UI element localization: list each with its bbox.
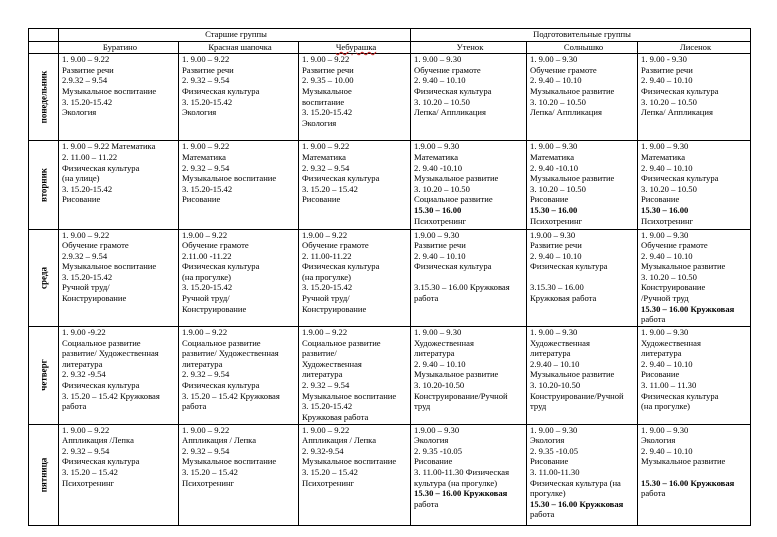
schedule-line: 3. 11.00-11.30 — [530, 467, 580, 478]
schedule-line: 3. 15.20 – 15.42 — [302, 467, 358, 478]
schedule-line: 3. 15.20 – 15.42 Кружковая — [182, 390, 280, 401]
schedule-line: Физическая культура — [641, 173, 719, 184]
schedule-line: Художественная — [530, 337, 590, 348]
cell-wed-4 — [527, 229, 638, 327]
schedule-line: 2.9.32 – 9.54 — [62, 75, 108, 86]
schedule-line: 2. 9.32 – 9.54 — [182, 445, 230, 456]
schedule-line: работа — [641, 314, 666, 325]
cell-thu-2 — [299, 327, 411, 425]
schedule-line: Ручной труд/ — [182, 293, 230, 304]
schedule-line: Физическая культура — [62, 380, 140, 391]
schedule-line: труд — [414, 401, 431, 412]
schedule-line: 2. 9.40 – 10.10 — [641, 445, 693, 456]
schedule-line: Рисование — [62, 194, 101, 205]
schedule-line: Лепка/ Аппликация — [530, 107, 602, 118]
schedule-line: Физическая культура — [641, 86, 719, 97]
schedule-line: 1. 9.00 – 9.22 Математика — [62, 141, 156, 152]
schedule-line: 1.9.00 – 9.30 — [414, 141, 460, 152]
schedule-line: Психотренинг — [414, 215, 467, 226]
schedule-line: Конструирование — [182, 303, 247, 314]
schedule-line: Рисование — [641, 194, 680, 205]
schedule-line: 1. 9.00 – 9.30 — [530, 141, 578, 152]
schedule-line: Музыкальное воспитание — [182, 456, 277, 467]
col-buratino: Буратино — [59, 42, 179, 54]
schedule-line: Физическая культура (на — [530, 477, 621, 488]
schedule-line: Физическая культура — [302, 261, 380, 272]
schedule-line: Математика — [530, 151, 575, 162]
cell-wed-1 — [179, 229, 299, 327]
cell-tue-2 — [299, 141, 411, 229]
cell-tue-3 — [411, 141, 527, 229]
schedule-line: Рисование — [530, 194, 569, 205]
schedule-line: работа — [62, 401, 87, 412]
schedule-line: 2. 9.32 – 9.54 — [182, 75, 230, 86]
corner-cell-2 — [29, 42, 59, 54]
schedule-line: 3. 10.20 – 10.50 — [641, 271, 697, 282]
schedule-line: прогулке) — [530, 488, 566, 499]
schedule-line: Рисование — [182, 194, 221, 205]
schedule-line: 2. 9.32 – 9.54 — [62, 445, 110, 456]
schedule-line: работа — [182, 401, 207, 412]
schedule-line: 15.30 – 16.00 Кружковая — [530, 498, 624, 509]
schedule-line: 15.30 – 16.00 — [641, 204, 689, 215]
schedule-line: 3. 10.20 – 10.50 — [641, 183, 697, 194]
schedule-line: (на прогулке) — [302, 271, 351, 282]
schedule-line: Социальное развитие — [302, 337, 381, 348]
schedule-line: 1. 9.00 – 9.30 — [641, 327, 689, 338]
corner-cell — [29, 29, 59, 42]
cell-wed-0 — [59, 229, 179, 327]
schedule-line: Математика — [414, 151, 459, 162]
schedule-line: Рисование — [641, 369, 680, 380]
schedule-line: Лепка/ Аппликация — [641, 107, 713, 118]
schedule-line: 3. 11.00-11.30 Физическая — [414, 467, 510, 478]
schedule-line: 2. 9.32-9.54 — [302, 445, 344, 456]
schedule-line: Физическая культура — [62, 456, 140, 467]
schedule-line: (на улице) — [62, 173, 100, 184]
cell-wed-5 — [638, 229, 751, 327]
schedule-line: Конструирование/Ручной — [530, 390, 624, 401]
schedule-line: литература — [302, 369, 343, 380]
schedule-line: 1.9.00 – 9.30 — [530, 229, 576, 240]
cell-fri-5 — [638, 424, 751, 525]
schedule-line: 1. 9.00 – 9.30 — [530, 327, 578, 338]
schedule-line: литература — [182, 358, 223, 369]
schedule-line: 3. 10.20 – 10.50 — [414, 183, 470, 194]
schedule-line: 3.15.30 – 16.00 Кружковая — [414, 282, 510, 293]
schedule-line: культура (на прогулке) — [414, 477, 498, 488]
row-thu — [29, 327, 751, 425]
schedule-line: Обучение грамоте — [182, 240, 249, 251]
schedule-line: Обучение грамоте — [414, 64, 481, 75]
schedule-line: 2. 9.40 – 10.10 — [641, 358, 693, 369]
schedule-line: 3. 15.20 – 15.42 — [302, 183, 358, 194]
schedule-line: работа — [641, 488, 666, 499]
schedule-line: 1. 9.00 – 9.30 — [414, 327, 462, 338]
schedule-line: Психотренинг — [302, 477, 355, 488]
schedule-line: Физическая культура — [414, 86, 492, 97]
schedule-line: 2. 9.40 – 10.10 — [530, 250, 582, 261]
schedule-line: Физическая культура — [414, 261, 492, 272]
schedule-line: Психотренинг — [530, 215, 583, 226]
schedule-line — [530, 272, 637, 283]
cell-fri-0 — [59, 424, 179, 525]
schedule-line: 1.9.00 – 9.22 — [302, 229, 348, 240]
schedule-line: литература — [414, 348, 455, 359]
col-cheburashka: Чебурашка — [299, 42, 411, 54]
schedule-line: Обучение грамоте — [302, 240, 369, 251]
schedule-line: литература — [62, 358, 103, 369]
schedule-line — [641, 467, 750, 478]
schedule-line: Развитие речи — [182, 64, 234, 75]
schedule-line: 1. 9.00 – 9.30 — [530, 424, 578, 435]
schedule-line: развитие/ — [302, 348, 337, 359]
schedule-line: Физическая культура — [530, 261, 608, 272]
row-mon — [29, 54, 751, 141]
day-label-wed: среда — [29, 229, 59, 327]
schedule-line: 1. 9.00 – 9.22 — [182, 141, 230, 152]
schedule-line: Экология — [302, 117, 337, 128]
schedule-line: 2. 9.40 – 10.10 — [641, 250, 693, 261]
schedule-line: 2. 11.00 – 11.22 — [62, 151, 118, 162]
schedule-line: Художественная — [302, 358, 362, 369]
row-fri — [29, 424, 751, 525]
schedule-line: 2. 9.40 – 10.10 — [414, 75, 466, 86]
schedule-line: 3. 15.20-15.42 — [182, 96, 233, 107]
schedule-line: Развитие речи — [62, 64, 114, 75]
schedule-line: Конструирование — [641, 282, 706, 293]
schedule-line: Социальное развитие — [62, 337, 141, 348]
schedule-line: 3. 10.20 – 10.50 — [530, 183, 586, 194]
schedule-line: Лепка/ Аппликация — [414, 107, 486, 118]
cell-tue-0 — [59, 141, 179, 229]
schedule-line: развитие/ Художественная — [62, 348, 159, 359]
schedule-line: Физическая культура — [62, 162, 140, 173]
schedule-line: Музыкальное воспитание — [302, 390, 397, 401]
schedule-line: Музыкальное развитие — [641, 456, 726, 467]
schedule-line: работа — [414, 293, 439, 304]
schedule-line: Музыкальное — [302, 86, 352, 97]
schedule-line: Социальное развитие — [182, 337, 261, 348]
schedule-line: 1. 9.00 – 9.30 — [530, 54, 578, 65]
schedule-line: 3. 15.20 – 15.42 — [182, 467, 238, 478]
schedule-line: Музыкальное развитие — [414, 369, 499, 380]
schedule-line: 2. 9.40 -10.10 — [530, 162, 579, 173]
cell-thu-0 — [59, 327, 179, 425]
schedule-line: 3. 15.20-15.42 — [62, 271, 113, 282]
schedule-line: Физическая культура — [182, 380, 260, 391]
schedule-line: Художественная — [414, 337, 474, 348]
cell-tue-4 — [527, 141, 638, 229]
schedule-line: 2. 9.40 -10.10 — [414, 162, 463, 173]
cell-mon-2 — [299, 54, 411, 141]
schedule-line: 1.9.00 – 9.22 — [182, 229, 228, 240]
schedule-line: Рисование — [302, 194, 341, 205]
schedule-line: Кружковая работа — [302, 411, 369, 422]
cell-fri-1 — [179, 424, 299, 525]
schedule-line: Музыкальное воспитание — [302, 456, 397, 467]
cell-fri-4 — [527, 424, 638, 525]
schedule-line: труд — [530, 401, 547, 412]
schedule-line: Психотренинг — [182, 477, 235, 488]
schedule-line: Физическая культура — [641, 390, 719, 401]
schedule-line: 15.30 – 16.00 — [414, 204, 462, 215]
schedule-line: Музыкальное развитие — [530, 173, 615, 184]
schedule-line: Экология — [414, 435, 449, 446]
schedule-line: Обучение грамоте — [530, 64, 597, 75]
day-label-thu: четверг — [29, 327, 59, 425]
schedule-line: Аппликация / Лепка — [302, 435, 377, 446]
schedule-line: 1.9.00 – 9.22 — [302, 327, 348, 338]
schedule-line: 15.30 – 16.00 Кружковая — [414, 488, 508, 499]
schedule-line: 1. 9.00 – 9.30 — [641, 141, 689, 152]
schedule-line: 3. 10.20 – 10.50 — [641, 96, 697, 107]
schedule-line: 3. 10.20 – 10.50 — [530, 96, 586, 107]
schedule-line: Развитие речи — [530, 240, 582, 251]
schedule-line: Обучение грамоте — [641, 240, 708, 251]
schedule-line: 1. 9.00 – 9.22 — [62, 424, 110, 435]
schedule-line: 1.9.00 – 9.22 — [182, 327, 228, 338]
schedule-line: работа — [414, 498, 439, 509]
schedule-line: Музыкальное воспитание — [182, 173, 277, 184]
schedule-line: 3. 15.20-15.42 — [62, 96, 113, 107]
col-utenok: Утенок — [411, 42, 527, 54]
cell-tue-5 — [638, 141, 751, 229]
schedule-line: развитие/ Художественная — [182, 348, 279, 359]
cell-mon-1 — [179, 54, 299, 141]
schedule-line: 2. 9.40 – 10.10 — [414, 250, 466, 261]
schedule-line: Музыкальное воспитание — [62, 261, 157, 272]
group-prep: Подготовительные группы — [411, 29, 751, 42]
schedule-line: 3.15.30 – 16.00 — [530, 282, 584, 293]
schedule-line: 3. 15.20-15.42 — [182, 282, 233, 293]
schedule-line — [414, 272, 526, 283]
cell-thu-3 — [411, 327, 527, 425]
schedule-line: Физическая культура — [182, 261, 260, 272]
cell-mon-4 — [527, 54, 638, 141]
schedule-line: Аппликация /Лепка — [62, 435, 134, 446]
schedule-line: 1. 9.00 - 9.30 — [641, 54, 687, 65]
schedule-line: Конструирование/Ручной — [414, 390, 508, 401]
group-senior: Старшие группы — [59, 29, 411, 42]
row-tue — [29, 141, 751, 229]
schedule-line: 2. 9.35 -10.05 — [530, 445, 579, 456]
day-label-mon: понедельник — [29, 54, 59, 141]
schedule-line: Обучение грамоте — [62, 240, 129, 251]
schedule-line: Конструирование — [302, 303, 367, 314]
schedule-line: Ручной труд/ — [302, 293, 350, 304]
cell-wed-2 — [299, 229, 411, 327]
schedule-line: Математика — [182, 151, 226, 162]
schedule-line: воспитание — [302, 96, 345, 107]
schedule-line: Музыкальное развитие — [530, 369, 615, 380]
schedule-line: 3. 11.00 – 11.30 — [641, 380, 697, 391]
schedule-line: 15.30 – 16.00 Кружковая — [641, 303, 735, 314]
schedule-line: 2. 9.40 – 10.10 — [641, 75, 693, 86]
schedule-line: Психотренинг — [641, 215, 694, 226]
schedule-line: 2. 9.40 – 10.10 — [641, 162, 693, 173]
schedule-line: Экология — [182, 107, 217, 118]
day-label-fri: пятница — [29, 424, 59, 525]
schedule-line: (на прогулке) — [641, 401, 691, 412]
schedule-table — [28, 28, 751, 526]
schedule-line: 3. 15.20 – 15.42 Кружковая — [62, 390, 160, 401]
cell-thu-1 — [179, 327, 299, 425]
schedule-line: 2. 9.32 – 9.54 — [182, 369, 230, 380]
schedule-line: 1. 9.00 – 9.22 — [302, 141, 350, 152]
schedule-line: Художественная — [641, 337, 701, 348]
cell-fri-3 — [411, 424, 527, 525]
schedule-line: 1. 9.00 – 9.30 — [641, 424, 689, 435]
schedule-line: 1. 9.00 – 9.22 — [302, 54, 350, 65]
schedule-line: /Ручной труд — [641, 293, 689, 304]
schedule-line: Ручной труд/ — [62, 282, 110, 293]
schedule-line: Аппликация / Лепка — [182, 435, 257, 446]
schedule-line: работа — [530, 509, 555, 520]
col-krasnaya-shapochka: Красная шапочка — [179, 42, 299, 54]
schedule-line: 3. 15.20-15.42 — [302, 401, 353, 412]
schedule-line: 1. 9.00 – 9.22 — [62, 54, 110, 65]
schedule-line: 2. 9.32 – 9.54 — [302, 162, 350, 173]
schedule-line: 3. 15.20-15.42 — [302, 107, 353, 118]
cell-tue-1 — [179, 141, 299, 229]
schedule-line: (на прогулке) — [182, 271, 231, 282]
schedule-line: 1.9.00 – 9.30 — [414, 424, 460, 435]
cell-thu-5 — [638, 327, 751, 425]
schedule-line: Психотренинг — [62, 477, 115, 488]
schedule-line: 2. 9.40 – 10.10 — [530, 75, 582, 86]
schedule-line: 2.9.40 – 10.10 — [530, 358, 580, 369]
cell-fri-2 — [299, 424, 411, 525]
schedule-line: Кружковая работа — [530, 293, 597, 304]
group-header-row — [29, 29, 751, 42]
schedule-line: Музыкальное развитие — [414, 173, 499, 184]
schedule-line: литература — [641, 348, 682, 359]
row-wed — [29, 229, 751, 327]
schedule-line: 3. 10.20-10.50 — [414, 380, 465, 391]
schedule-line: Экология — [641, 435, 676, 446]
schedule-line: 2. 9.32 -9.54 — [62, 369, 106, 380]
schedule-line: Развитие речи — [641, 64, 693, 75]
schedule-line: 2. 9.32 – 9.54 — [182, 162, 230, 173]
schedule-line: 2. 9.40 – 10.10 — [414, 358, 466, 369]
schedule-line: 1.9.00 – 9.30 — [414, 229, 460, 240]
schedule-line: Математика — [641, 151, 686, 162]
schedule-line: 3. 15.20 – 15.42 — [62, 467, 118, 478]
schedule-line: 2. 11.00-11.22 — [302, 250, 352, 261]
schedule-line: Рисование — [530, 456, 569, 467]
schedule-line: Конструирование — [62, 293, 127, 304]
schedule-line: Физическая культура — [302, 173, 380, 184]
schedule-line: 1. 9.00 – 9.30 — [641, 229, 689, 240]
schedule-line: 15.30 – 16.00 Кружковая — [641, 477, 735, 488]
schedule-line: 2. 9.35 – 10.00 — [302, 75, 354, 86]
schedule-line: 1. 9.00 – 9.22 — [182, 54, 230, 65]
cell-wed-3 — [411, 229, 527, 327]
cell-mon-0 — [59, 54, 179, 141]
schedule-line: 3. 15.20-15.42 — [302, 282, 353, 293]
schedule-line: Музыкальное развитие — [641, 261, 726, 272]
schedule-line: 1. 9.00 – 9.22 — [182, 424, 230, 435]
schedule-line: Музыкальное воспитание — [62, 86, 157, 97]
day-label-tue: вторник — [29, 141, 59, 229]
schedule-line: 1. 9.00 -9.22 — [62, 327, 106, 338]
cell-mon-3 — [411, 54, 527, 141]
column-header-row — [29, 42, 751, 54]
schedule-line: Математика — [302, 151, 346, 162]
schedule-line: 2.9.32 – 9.54 — [62, 250, 108, 261]
col-lisenok: Лисенок — [638, 42, 751, 54]
schedule-line: 3. 15.20-15.42 — [62, 183, 113, 194]
schedule-line: Экология — [530, 435, 565, 446]
schedule-line: 3. 10.20 – 10.50 — [414, 96, 470, 107]
schedule-line: 1. 9.00 – 9.22 — [302, 424, 350, 435]
schedule-line: Музыкальное развитие — [530, 86, 615, 97]
schedule-line: Физическая культура — [182, 86, 260, 97]
schedule-line: 15.30 – 16.00 — [530, 204, 578, 215]
schedule-line: 1. 9.00 – 9.22 — [62, 229, 110, 240]
schedule-line: 3. 15.20-15.42 — [182, 183, 233, 194]
schedule-line: литература — [530, 348, 571, 359]
cell-thu-4 — [527, 327, 638, 425]
schedule-line: Развитие речи — [414, 240, 466, 251]
schedule-line: 2.11.00 -11.22 — [182, 250, 232, 261]
cell-mon-5 — [638, 54, 751, 141]
schedule-line: Развитие речи — [302, 64, 354, 75]
schedule-line: 2. 9.32 – 9.54 — [302, 380, 350, 391]
schedule-line: 2. 9.35 -10.05 — [414, 445, 463, 456]
col-solnyshko: Солнышко — [527, 42, 638, 54]
schedule-line: Социальное развитие — [414, 194, 493, 205]
schedule-line: Рисование — [414, 456, 453, 467]
schedule-line: 1. 9.00 – 9.30 — [414, 54, 462, 65]
schedule-line: 3. 10.20-10.50 — [530, 380, 581, 391]
schedule-line: Экология — [62, 107, 97, 118]
